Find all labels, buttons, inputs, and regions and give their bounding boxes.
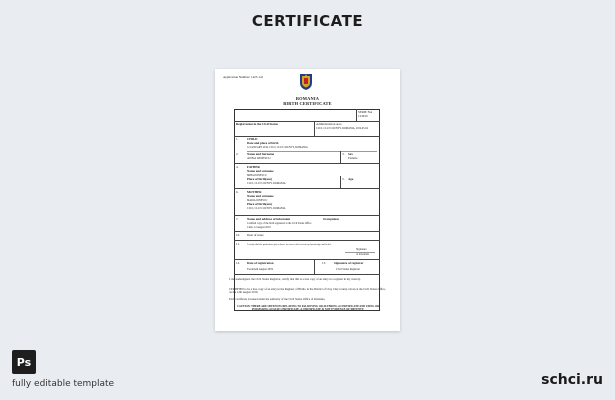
registrar-number: 13.	[322, 261, 326, 265]
brand-watermark: schci.ru	[541, 372, 603, 388]
certify-number: 11.	[236, 242, 240, 246]
reg-date-label: Date of registration	[247, 261, 274, 265]
mother-place-label: Place of birth(am)	[247, 202, 272, 206]
reg-date-value: Twentieth August 2019	[247, 268, 274, 271]
footer-paragraph-1: I, the undersigned, the Civil Status Registrar, certify that this is a true copy of an entry in a register in my custody.	[229, 277, 361, 281]
footer-warning: CAUTION: THERE ARE OFFENCES RELATING TO FALSIFYING OR ALTERING A CERTIFICATE AND USING OR POSSESSING A FALSE CERTIFICATE. A CERTIFICATE IS NOT EVIDENCE OF IDENTITY.	[236, 305, 380, 312]
signature-sub: of informant	[356, 253, 370, 256]
child-name-value: ANNA IONESCU	[247, 156, 271, 160]
occupation-label: Occupation	[323, 217, 339, 221]
registrar-label: Signature of registrar	[334, 261, 364, 265]
child-section-number: 1.	[236, 137, 239, 141]
footer-paragraph-3: Each certificate is issued under the authority of the Civil Status Office of Romania.	[229, 297, 326, 301]
child-section-title: CHILD	[247, 137, 258, 141]
serial-number: SERIE NA 123456	[358, 110, 373, 118]
child-dob-value: 12 JANUARY 2019, CLUJ, CLUJ COUNTY, ROMANIA	[247, 146, 308, 149]
application-number: Application Number: 1425-141	[223, 75, 264, 79]
father-section-number: 4.	[236, 165, 239, 169]
reg-date-number: 12.	[236, 261, 240, 265]
mother-name-label: Name and surname	[247, 194, 274, 198]
date-issue-label: Date of issue	[247, 233, 264, 237]
page-heading: CERTIFICATE	[251, 12, 364, 30]
father-section-title: FATHER	[247, 165, 260, 169]
informant-note: Certified copy of the birth registered at the Civil Status Office	[247, 222, 312, 225]
child-dob-label: Date and place of birth	[247, 141, 279, 145]
child-name-label: Name and Surname	[247, 152, 275, 156]
mother-place-value: CLUJ, CLUJ COUNTY, ROMANIA	[247, 207, 286, 210]
age-number: 5.	[342, 177, 345, 181]
photoshop-icon: Ps	[12, 350, 36, 374]
date-issue-number: 10.	[236, 233, 240, 237]
informant-number: 7.	[236, 217, 239, 221]
mother-section-number: 6.	[236, 190, 239, 194]
certificate-document	[215, 69, 400, 331]
administration-label: Administration area	[316, 122, 342, 126]
age-label: Age	[348, 177, 354, 181]
mother-section-title: MOTHER	[247, 190, 262, 194]
document-title: BIRTH CERTIFICATE	[283, 101, 332, 106]
registrar-value: Civil Status Registrar	[336, 268, 361, 271]
coat-of-arms-icon	[299, 73, 313, 91]
registration-label: Registration in the Civil Status	[236, 122, 278, 126]
father-name-label: Name and surname	[247, 169, 274, 173]
child-name-number: 2.	[236, 152, 239, 156]
administration-value: CLUJ, CLUJ COUNTY, ROMANIA, 2019-05-04	[316, 127, 368, 130]
certify-text: I certify that the particulars given above are true to the best of my knowledge and belief.	[247, 243, 332, 246]
signature-label: Signature	[356, 248, 367, 251]
editable-template-label: fully editable template	[12, 379, 115, 389]
document-country: ROMANIA	[295, 96, 320, 101]
footer-paragraph-2: CERTIFIED to be a true copy of an entry in the Register of Births, in the District of Cluj, Cluj County. Given at the Civil Status Office, on the 12th August 2019.	[229, 287, 386, 295]
father-place-label: Place of birth(am)	[247, 177, 272, 181]
sex-label: Sex	[348, 152, 353, 156]
father-name-value: MIHAI IONESCU	[247, 174, 267, 177]
sex-number: 3.	[342, 152, 345, 156]
father-place-value: CLUJ, CLUJ COUNTY, ROMANIA	[247, 182, 286, 185]
informant-date: Clerk, 12 August 2019	[247, 226, 271, 229]
sex-value: Female	[348, 156, 358, 160]
informant-label: Name and address of informant	[247, 217, 291, 221]
mother-name-value: MARIA IONESCU	[247, 199, 268, 202]
